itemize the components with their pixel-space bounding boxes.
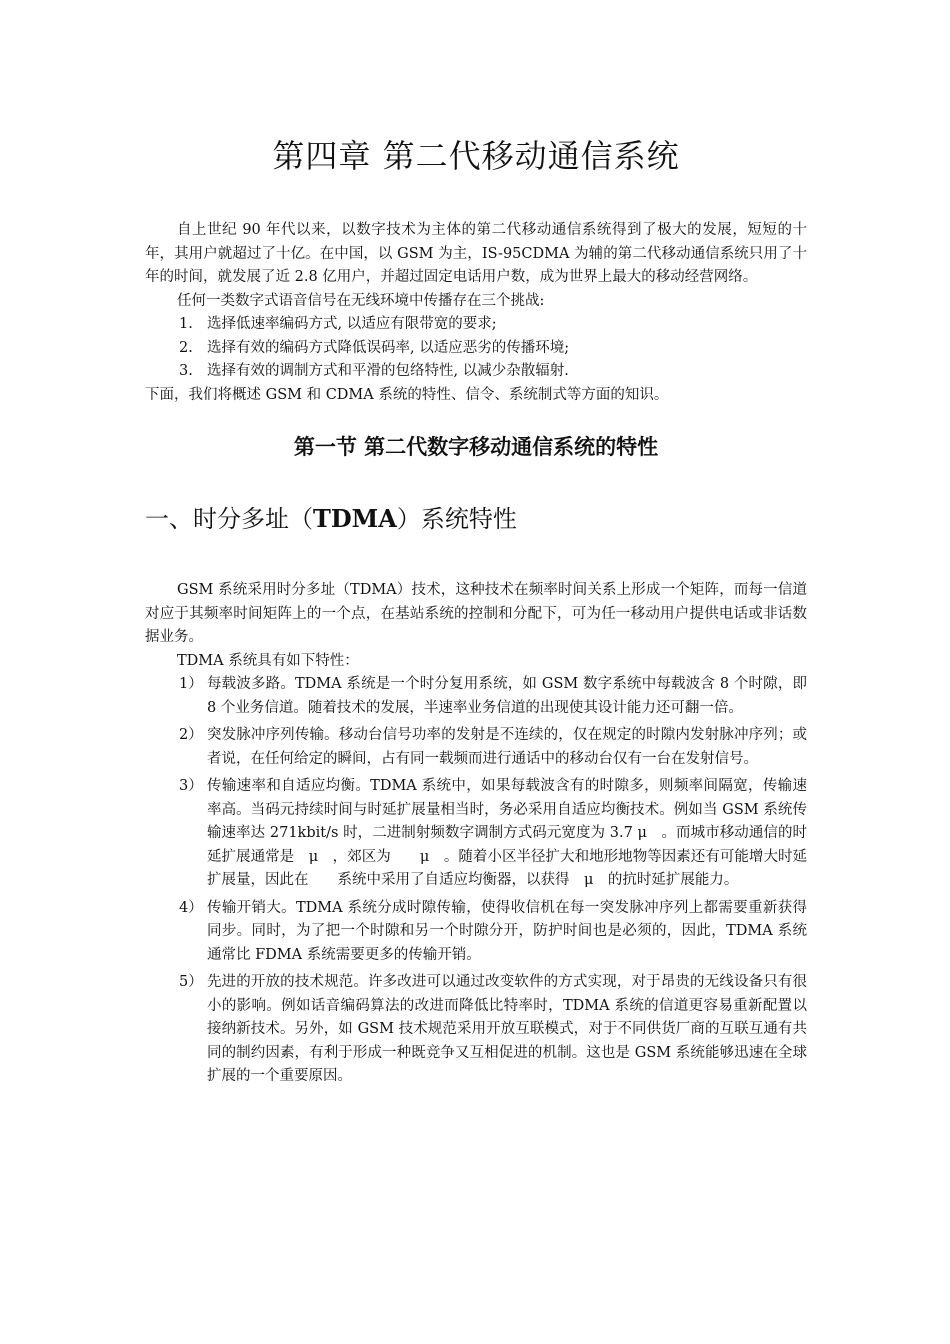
list-item [145, 897, 807, 968]
list-item [145, 724, 807, 771]
list-item-number: 5） [179, 974, 203, 990]
list-item [145, 673, 807, 720]
intro-section [145, 219, 807, 407]
list-item [145, 775, 807, 893]
feature-list [145, 673, 807, 1089]
list-item-text: 传输速率和自适应均衡。TDMA 系统中，如果每载波含有的时隙多，则频率间隔宽，传输速率高。当码元持续时间与时延扩展量相当时，务必采用自适应均衡技术。例如当 GSM 系统传输速率达 271kbit/s 时，二进制射频数字调制方式码元宽度为 3.7 μ 。而城市移动通信的时延扩展通常是 μ ，郊区为 μ 。随着小区半径扩大和地形地物等因素还有可能增大时延扩展量，因此在 系统中采用了自适应均衡器，以获得 μ 的抗时延扩展能力。 [207, 778, 807, 888]
list-item-number: 3） [179, 778, 203, 794]
list-item [145, 313, 807, 337]
list-item-number: 2. [179, 339, 193, 356]
body-paragraph-2: TDMA 系统具有如下特性： [177, 652, 359, 669]
list-item-number: 2） [179, 727, 203, 743]
list-item [145, 360, 807, 384]
list-item-number: 3. [179, 363, 193, 379]
subsection-title [145, 499, 807, 539]
list-item-number: 4） [179, 899, 203, 916]
subsection-title-bold: TDMA [313, 504, 397, 533]
list-item-text: 选择有效的调制方式和平滑的包络特性, 以减少杂散辐射. [207, 363, 569, 379]
chapter-title: 第四章 第二代移动通信系统 [272, 137, 680, 175]
list-item-number: 1. [179, 316, 193, 332]
intro-paragraph-1: 自上世纪 90 年代以来，以数字技术为主体的第二代移动通信系统得到了极大的发展，短短的十年，其用户就超过了十亿。在中国，以 GSM 为主，IS-95CDMA 为辅的第二代移动通信系统只用了十年的时间，就发展了近 2.8 亿用户，并超过固定电话用户数，成为世界上最大的移动经营网络。 [145, 222, 807, 285]
intro-paragraph-2: 任何一类数字式语音信号在无线环境中传播存在三个挑战: [177, 292, 545, 309]
list-item-text: 传输开销大。TDMA 系统分成时隙传输，使得收信机在每一突发脉冲序列上都需要重新获得同步。同时，为了把一个时隙和另一个时隙分开，防护时间也是必须的，因此，TDMA 系统通常比 FDMA 系统需要更多的传输开销。 [207, 899, 807, 963]
list-item [145, 337, 807, 361]
subsection-title-suffix: ）系统特性 [396, 505, 517, 533]
list-item [145, 971, 807, 1089]
list-item-text: 选择有效的编码方式降低误码率, 以适应恶劣的传播环境; [207, 339, 570, 356]
challenge-list [145, 313, 807, 384]
list-item-text: 每载波多路。TDMA 系统是一个时分复用系统，如 GSM 数字系统中每载波含 8 个时隙，即 8 个业务信道。随着技术的发展，半速率业务信道的出现使其设计能力还可翻一倍。 [207, 676, 807, 716]
intro-paragraph-3: 下面，我们将概述 GSM 和 CDMA 系统的特性、信令、系统制式等方面的知识。 [145, 386, 669, 403]
list-item-text: 突发脉冲序列传输。移动台信号功率的发射是不连续的，仅在规定的时隙内发射脉冲序列；或者说，在任何给定的瞬间，占有同一载频而进行通话中的移动台仅有一台在发射信号。 [207, 727, 807, 767]
body-paragraph-1: GSM 系统采用时分多址（TDMA）技术，这种技术在频率时间关系上形成一个矩阵，而每一信道对应于其频率时间矩阵上的一个点，在基站系统的控制和分配下，可为任一移动用户提供电话或非话数据业务。 [145, 582, 807, 645]
list-item-number: 1） [179, 676, 203, 692]
list-item-text: 选择低速率编码方式, 以适应有限带宽的要求; [207, 316, 497, 332]
section-title: 第一节 第二代数字移动通信系统的特性 [293, 435, 659, 459]
subsection-title-prefix: 一、时分多址（ [145, 505, 313, 533]
tdma-section-body [145, 579, 807, 1089]
list-item-text: 先进的开放的技术规范。许多改进可以通过改变软件的方式实现，对于昂贵的无线设备只有很小的影响。例如话音编码算法的改进而降低比特率时，TDMA 系统的信道更容易重新配置以接纳新技术。另外，如 GSM 技术规范采用开放互联模式，对于不同供货厂商的互联互通有共同的制约因素，有利于形成一种既竞争又互相促进的机制。这也是 GSM 系统能够迅速在全球扩展的一个重要原因。 [207, 974, 807, 1084]
